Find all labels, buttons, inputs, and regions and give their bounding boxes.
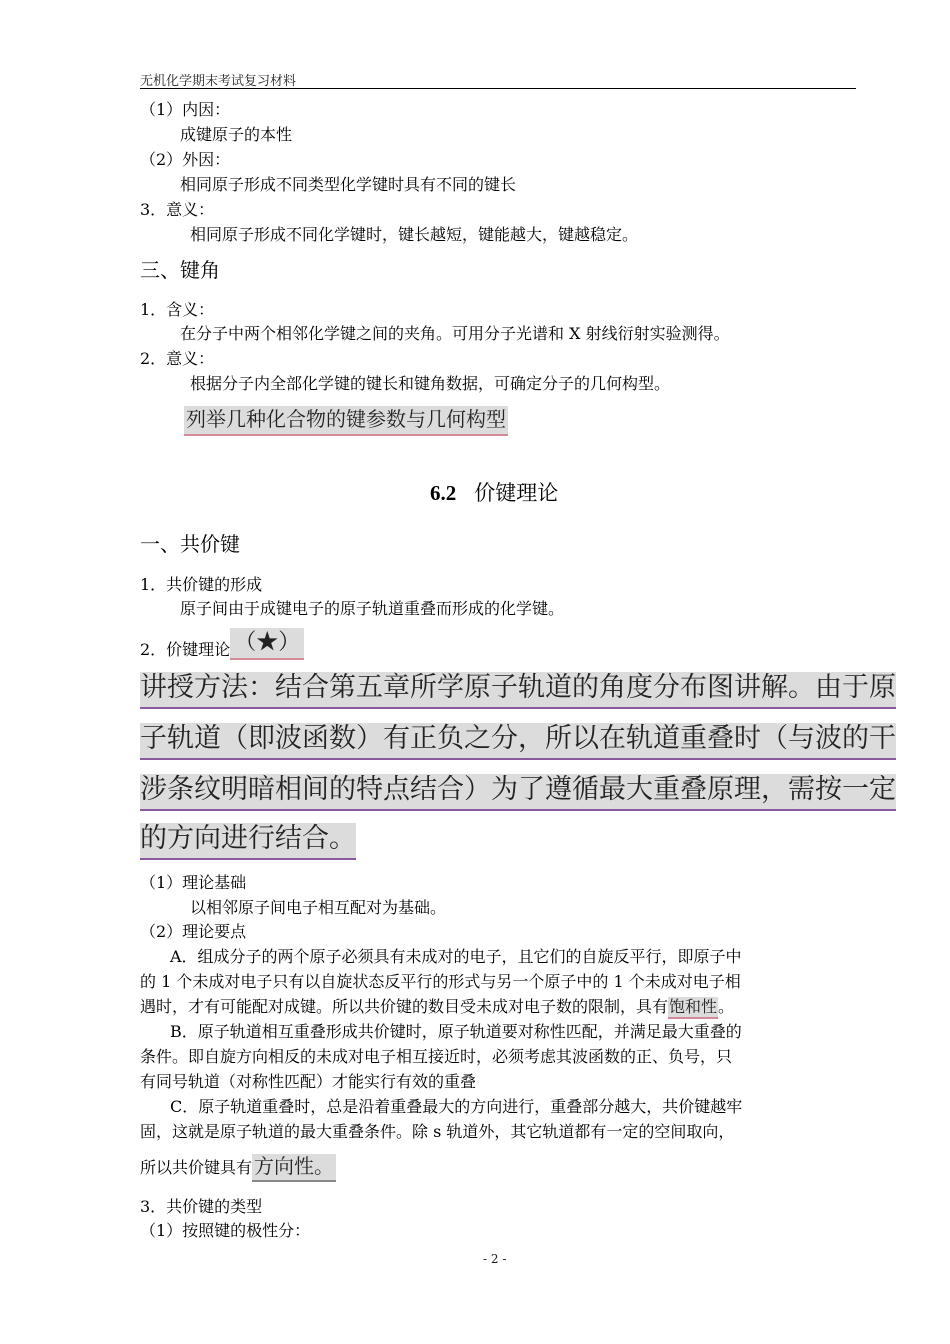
point-a-line-1: A．组成分子的两个原子必须具有未成对的电子，且它们的自旋反平行，即原子中 <box>170 947 742 966</box>
line-definition: 1．含义： <box>140 300 215 319</box>
point-c-line-1: C．原子轨道重叠时，总是沿着重叠最大的方向进行，重叠部分越大，共价键越牢 <box>170 1097 743 1116</box>
teaching-note-line-4 <box>140 822 356 856</box>
line-internal-cause: （1）内因： <box>140 100 231 119</box>
teaching-note-highlight-2: 子轨道（即波函数）有正负之分，所以在轨道重叠时（与波的干 <box>140 723 896 760</box>
line-formation-desc: 原子间由于成键电子的原子轨道重叠而形成的化学键。 <box>180 599 565 618</box>
vb-theory-label: 2．价键理论 <box>140 640 231 659</box>
line-meaning-3: 3．意义： <box>140 200 215 219</box>
saturation-highlight: 饱和性 <box>668 997 718 1019</box>
highlight-note: 列举几种化合物的键参数与几何构型 <box>184 406 508 436</box>
point-a-end: 。 <box>718 997 735 1016</box>
point-a-line-2: 的 1 个未成对电子只有以自旋状态反平行的形式与另一个原子中的 1 个未成对电子相 <box>140 972 741 991</box>
point-c-line-3 <box>140 1150 336 1179</box>
point-a-text: 遇时，才有可能配对成键。所以共价键的数目受未成对电子数的限制，具有 <box>140 997 669 1016</box>
line-different-bond-length: 相同原子形成不同类型化学键时具有不同的键长 <box>180 175 517 194</box>
section-number: 6.2 <box>430 481 457 505</box>
teaching-note-highlight-1: 讲授方法：结合第五章所学原子轨道的角度分布图讲解。由于原 <box>140 672 896 709</box>
note-bond-parameters <box>184 407 508 431</box>
section-name: 价键理论 <box>474 481 559 505</box>
line-theory-basis: （1）理论基础 <box>140 873 247 892</box>
teaching-note-line-2 <box>140 722 896 756</box>
point-b-line-1: B．原子轨道相互重叠形成共价键时，原子轨道要对称性匹配，并满足最大重叠的 <box>170 1022 742 1041</box>
line-theory-basis-desc: 以相邻原子间电子相互配对为基础。 <box>190 898 447 917</box>
line-formation: 1．共价键的形成 <box>140 575 263 594</box>
teaching-note-line-1 <box>140 671 896 705</box>
line-vb-theory <box>140 626 304 662</box>
line-geometry: 根据分子内全部化学键的键长和键角数据，可确定分子的几何构型。 <box>190 374 671 393</box>
line-external-cause: （2）外因： <box>140 150 231 169</box>
heading-bond-angle: 三、键角 <box>140 258 220 282</box>
line-theory-points: （2）理论要点 <box>140 922 247 941</box>
point-b-line-2: 条件。即自旋方向相反的未成对电子相互接近时，必须考虑其波函数的正、负号，只 <box>140 1047 733 1066</box>
direction-highlight: 方向性。 <box>252 1154 336 1182</box>
line-bond-atom-nature: 成键原子的本性 <box>180 125 293 144</box>
star-mark: （★） <box>230 628 304 660</box>
page-number: - 2 - <box>483 1252 507 1266</box>
teaching-note-highlight-3: 涉条纹明暗相间的特点结合）为了遵循最大重叠原理，需按一定 <box>140 774 896 811</box>
point-a-line-3 <box>140 995 734 1019</box>
line-bond-types: 3．共价键的类型 <box>140 1197 263 1216</box>
line-by-polarity: （1）按照键的极性分： <box>140 1221 311 1240</box>
line-angle-definition: 在分子中两个相邻化学键之间的夹角。可用分子光谱和 X 射线衍射实验测得。 <box>180 324 730 343</box>
point-c-line-2: 固，这就是原子轨道的最大重叠条件。除 s 轨道外，其它轨道都有一定的空间取向， <box>140 1122 735 1141</box>
point-b-line-3: 有同号轨道（对称性匹配）才能实行有效的重叠 <box>140 1072 477 1091</box>
running-header: 无机化学期末考试复习材料 <box>140 74 297 89</box>
point-c-text: 所以共价键具有 <box>140 1158 253 1177</box>
line-bond-stability: 相同原子形成不同化学键时，键长越短，键能越大，键越稳定。 <box>190 225 639 244</box>
header-rule <box>140 88 856 89</box>
line-meaning-2: 2．意义： <box>140 349 215 368</box>
teaching-note-line-3 <box>140 773 896 807</box>
section-title <box>430 480 558 506</box>
teaching-note-highlight-4: 的方向进行结合。 <box>140 823 356 860</box>
heading-covalent-bond: 一、共价键 <box>140 532 240 556</box>
